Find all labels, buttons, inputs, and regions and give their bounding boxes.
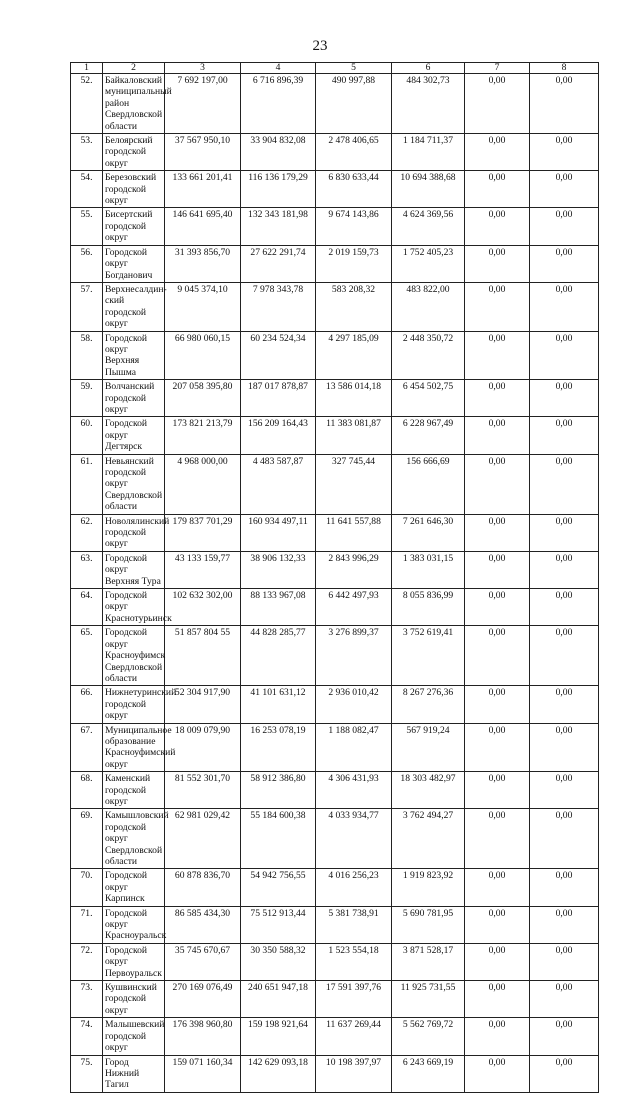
table-row [71, 626, 599, 686]
value-col-4: 7 978 343,78 [241, 282, 316, 331]
value-col-3: 37 567 950,10 [165, 134, 241, 171]
table-row [71, 417, 599, 454]
municipality-name: Белоярский городской округ [103, 134, 165, 171]
row-number: 66. [71, 686, 103, 723]
value-col-7: 0,00 [465, 282, 530, 331]
value-col-6: 6 454 502,75 [392, 380, 465, 417]
row-number: 74. [71, 1018, 103, 1055]
column-header: 3 [165, 63, 241, 74]
table-row [71, 134, 599, 171]
municipality-name: Камышловский городской округ Свердловской области [103, 809, 165, 869]
value-col-6: 483 822,00 [392, 282, 465, 331]
table-header-row [71, 63, 599, 74]
value-col-5: 10 198 397,97 [316, 1055, 392, 1092]
value-col-5: 4 016 256,23 [316, 869, 392, 906]
value-col-3: 86 585 434,30 [165, 906, 241, 943]
value-col-5: 583 208,32 [316, 282, 392, 331]
value-col-7: 0,00 [465, 514, 530, 551]
value-col-3: 81 552 301,70 [165, 772, 241, 809]
value-col-6: 1 383 031,15 [392, 551, 465, 588]
row-number: 73. [71, 981, 103, 1018]
value-col-7: 0,00 [465, 626, 530, 686]
value-col-7: 0,00 [465, 869, 530, 906]
municipality-name: Нижнетуринский городской округ [103, 686, 165, 723]
value-col-5: 4 033 934,77 [316, 809, 392, 869]
table-row [71, 943, 599, 980]
table-row [71, 331, 599, 380]
value-col-5: 6 442 497,93 [316, 589, 392, 626]
row-number: 69. [71, 809, 103, 869]
row-number: 62. [71, 514, 103, 551]
municipality-name: Городской округ Верхняя Пышма [103, 331, 165, 380]
municipality-name: Малышевский городской округ [103, 1018, 165, 1055]
value-col-5: 3 276 899,37 [316, 626, 392, 686]
value-col-6: 8 055 836,99 [392, 589, 465, 626]
value-col-4: 55 184 600,38 [241, 809, 316, 869]
value-col-3: 43 133 159,77 [165, 551, 241, 588]
value-col-4: 75 512 913,44 [241, 906, 316, 943]
value-col-8: 0,00 [530, 869, 599, 906]
value-col-7: 0,00 [465, 981, 530, 1018]
municipality-name: Новолялинский городской округ [103, 514, 165, 551]
value-col-8: 0,00 [530, 331, 599, 380]
value-col-3: 31 393 856,70 [165, 245, 241, 282]
value-col-5: 2 936 010,42 [316, 686, 392, 723]
value-col-3: 207 058 395,80 [165, 380, 241, 417]
row-number: 65. [71, 626, 103, 686]
value-col-8: 0,00 [530, 171, 599, 208]
value-col-7: 0,00 [465, 74, 530, 134]
value-col-8: 0,00 [530, 772, 599, 809]
municipality-name: Бисертский городской округ [103, 208, 165, 245]
value-col-8: 0,00 [530, 686, 599, 723]
value-col-8: 0,00 [530, 589, 599, 626]
value-col-6: 6 228 967,49 [392, 417, 465, 454]
value-col-4: 88 133 967,08 [241, 589, 316, 626]
row-number: 72. [71, 943, 103, 980]
municipality-name: Каменский городской округ [103, 772, 165, 809]
value-col-8: 0,00 [530, 551, 599, 588]
value-col-3: 176 398 960,80 [165, 1018, 241, 1055]
table-row [71, 981, 599, 1018]
municipality-name: Березовский городской округ [103, 171, 165, 208]
column-header: 8 [530, 63, 599, 74]
value-col-8: 0,00 [530, 981, 599, 1018]
table-row [71, 589, 599, 626]
municipality-name: Городской округ Верхняя Тура [103, 551, 165, 588]
value-col-5: 2 019 159,73 [316, 245, 392, 282]
row-number: 52. [71, 74, 103, 134]
value-col-4: 30 350 588,32 [241, 943, 316, 980]
value-col-3: 270 169 076,49 [165, 981, 241, 1018]
row-number: 59. [71, 380, 103, 417]
value-col-4: 44 828 285,77 [241, 626, 316, 686]
table-row [71, 380, 599, 417]
municipality-name: Верхнесалдин-ский городской округ [103, 282, 165, 331]
value-col-7: 0,00 [465, 1055, 530, 1092]
column-header: 1 [71, 63, 103, 74]
value-col-8: 0,00 [530, 943, 599, 980]
table-row [71, 1018, 599, 1055]
value-col-6: 156 666,69 [392, 454, 465, 514]
table-row [71, 171, 599, 208]
value-col-6: 10 694 388,68 [392, 171, 465, 208]
value-col-5: 9 674 143,86 [316, 208, 392, 245]
municipality-name: Городской округ Красноуральск [103, 906, 165, 943]
value-col-3: 60 878 836,70 [165, 869, 241, 906]
value-col-3: 102 632 302,00 [165, 589, 241, 626]
value-col-6: 1 184 711,37 [392, 134, 465, 171]
value-col-6: 1 919 823,92 [392, 869, 465, 906]
value-col-4: 240 651 947,18 [241, 981, 316, 1018]
value-col-3: 146 641 695,40 [165, 208, 241, 245]
value-col-4: 4 483 587,87 [241, 454, 316, 514]
value-col-3: 4 968 000,00 [165, 454, 241, 514]
value-col-8: 0,00 [530, 282, 599, 331]
value-col-7: 0,00 [465, 906, 530, 943]
row-number: 54. [71, 171, 103, 208]
value-col-8: 0,00 [530, 723, 599, 772]
value-col-5: 13 586 014,18 [316, 380, 392, 417]
row-number: 64. [71, 589, 103, 626]
value-col-8: 0,00 [530, 134, 599, 171]
municipality-name: Городской округ Дегтярск [103, 417, 165, 454]
value-col-4: 41 101 631,12 [241, 686, 316, 723]
value-col-7: 0,00 [465, 772, 530, 809]
value-col-4: 58 912 386,80 [241, 772, 316, 809]
row-number: 75. [71, 1055, 103, 1092]
value-col-5: 5 381 738,91 [316, 906, 392, 943]
value-col-8: 0,00 [530, 514, 599, 551]
table-row [71, 74, 599, 134]
municipality-name: Городской округ Первоуральск [103, 943, 165, 980]
value-col-8: 0,00 [530, 1055, 599, 1092]
row-number: 53. [71, 134, 103, 171]
table-row [71, 454, 599, 514]
table-row [71, 1055, 599, 1092]
value-col-7: 0,00 [465, 686, 530, 723]
value-col-5: 1 188 082,47 [316, 723, 392, 772]
column-header: 4 [241, 63, 316, 74]
value-col-8: 0,00 [530, 809, 599, 869]
value-col-7: 0,00 [465, 331, 530, 380]
value-col-3: 179 837 701,29 [165, 514, 241, 551]
value-col-5: 327 745,44 [316, 454, 392, 514]
value-col-7: 0,00 [465, 454, 530, 514]
municipality-name: Муниципальное образование Красноуфимский округ [103, 723, 165, 772]
value-col-6: 5 690 781,95 [392, 906, 465, 943]
row-number: 60. [71, 417, 103, 454]
value-col-3: 35 745 670,67 [165, 943, 241, 980]
value-col-4: 60 234 524,34 [241, 331, 316, 380]
value-col-6: 3 752 619,41 [392, 626, 465, 686]
municipality-name: Городской округ Красноуфимск Свердловской области [103, 626, 165, 686]
value-col-7: 0,00 [465, 417, 530, 454]
municipality-name: Волчанский городской округ [103, 380, 165, 417]
municipality-name: Городской округ Карпинск [103, 869, 165, 906]
value-col-7: 0,00 [465, 1018, 530, 1055]
value-col-6: 8 267 276,36 [392, 686, 465, 723]
value-col-3: 66 980 060,15 [165, 331, 241, 380]
value-col-3: 9 045 374,10 [165, 282, 241, 331]
municipality-name: Город Нижний Тагил [103, 1055, 165, 1092]
value-col-4: 27 622 291,74 [241, 245, 316, 282]
value-col-8: 0,00 [530, 208, 599, 245]
value-col-6: 5 562 769,72 [392, 1018, 465, 1055]
value-col-4: 16 253 078,19 [241, 723, 316, 772]
row-number: 70. [71, 869, 103, 906]
value-col-7: 0,00 [465, 943, 530, 980]
value-col-5: 1 523 554,18 [316, 943, 392, 980]
table-body [71, 74, 599, 1093]
row-number: 68. [71, 772, 103, 809]
row-number: 58. [71, 331, 103, 380]
value-col-5: 11 383 081,87 [316, 417, 392, 454]
value-col-8: 0,00 [530, 417, 599, 454]
value-col-5: 4 306 431,93 [316, 772, 392, 809]
value-col-4: 116 136 179,29 [241, 171, 316, 208]
value-col-3: 52 304 917,90 [165, 686, 241, 723]
page-number: 23 [312, 38, 328, 54]
value-col-6: 3 762 494,27 [392, 809, 465, 869]
row-number: 57. [71, 282, 103, 331]
value-col-6: 6 243 669,19 [392, 1055, 465, 1092]
value-col-7: 0,00 [465, 171, 530, 208]
budget-table [70, 62, 599, 1093]
value-col-8: 0,00 [530, 1018, 599, 1055]
value-col-5: 11 641 557,88 [316, 514, 392, 551]
value-col-3: 159 071 160,34 [165, 1055, 241, 1092]
table-row [71, 514, 599, 551]
municipality-name: Невьянский городской округ Свердловской области [103, 454, 165, 514]
value-col-5: 17 591 397,76 [316, 981, 392, 1018]
column-header: 5 [316, 63, 392, 74]
value-col-4: 6 716 896,39 [241, 74, 316, 134]
table-row [71, 723, 599, 772]
table-row [71, 809, 599, 869]
value-col-8: 0,00 [530, 74, 599, 134]
value-col-4: 33 904 832,08 [241, 134, 316, 171]
municipality-name: Байкаловский муниципальный район Свердловской области [103, 74, 165, 134]
value-col-3: 51 857 804 55 [165, 626, 241, 686]
value-col-6: 3 871 528,17 [392, 943, 465, 980]
column-header: 6 [392, 63, 465, 74]
value-col-7: 0,00 [465, 245, 530, 282]
value-col-5: 4 297 185,09 [316, 331, 392, 380]
value-col-3: 7 692 197,00 [165, 74, 241, 134]
value-col-7: 0,00 [465, 589, 530, 626]
value-col-4: 54 942 756,55 [241, 869, 316, 906]
table-row [71, 686, 599, 723]
value-col-7: 0,00 [465, 208, 530, 245]
table-row [71, 245, 599, 282]
value-col-7: 0,00 [465, 551, 530, 588]
value-col-8: 0,00 [530, 454, 599, 514]
value-col-6: 7 261 646,30 [392, 514, 465, 551]
value-col-8: 0,00 [530, 626, 599, 686]
value-col-4: 159 198 921,64 [241, 1018, 316, 1055]
value-col-8: 0,00 [530, 906, 599, 943]
value-col-6: 567 919,24 [392, 723, 465, 772]
row-number: 63. [71, 551, 103, 588]
value-col-8: 0,00 [530, 245, 599, 282]
value-col-3: 173 821 213,79 [165, 417, 241, 454]
table-row [71, 282, 599, 331]
column-header: 7 [465, 63, 530, 74]
table-row [71, 906, 599, 943]
municipality-name: Кушвинский городской округ [103, 981, 165, 1018]
row-number: 71. [71, 906, 103, 943]
value-col-5: 2 478 406,65 [316, 134, 392, 171]
municipality-name: Городской округ Краснотурьинск [103, 589, 165, 626]
row-number: 61. [71, 454, 103, 514]
value-col-4: 156 209 164,43 [241, 417, 316, 454]
row-number: 56. [71, 245, 103, 282]
value-col-7: 0,00 [465, 723, 530, 772]
value-col-8: 0,00 [530, 380, 599, 417]
row-number: 67. [71, 723, 103, 772]
value-col-5: 490 997,88 [316, 74, 392, 134]
value-col-6: 18 303 482,97 [392, 772, 465, 809]
value-col-4: 38 906 132,33 [241, 551, 316, 588]
column-header: 2 [103, 63, 165, 74]
value-col-6: 4 624 369,56 [392, 208, 465, 245]
value-col-5: 11 637 269,44 [316, 1018, 392, 1055]
value-col-4: 142 629 093,18 [241, 1055, 316, 1092]
table-row [71, 208, 599, 245]
value-col-4: 160 934 497,11 [241, 514, 316, 551]
row-number: 55. [71, 208, 103, 245]
value-col-6: 11 925 731,55 [392, 981, 465, 1018]
value-col-6: 2 448 350,72 [392, 331, 465, 380]
table-row [71, 869, 599, 906]
municipality-name: Городской округ Богданович [103, 245, 165, 282]
value-col-7: 0,00 [465, 380, 530, 417]
value-col-6: 484 302,73 [392, 74, 465, 134]
value-col-4: 132 343 181,98 [241, 208, 316, 245]
value-col-3: 18 009 079,90 [165, 723, 241, 772]
value-col-5: 6 830 633,44 [316, 171, 392, 208]
value-col-7: 0,00 [465, 134, 530, 171]
value-col-4: 187 017 878,87 [241, 380, 316, 417]
table-row [71, 772, 599, 809]
value-col-3: 133 661 201,41 [165, 171, 241, 208]
value-col-6: 1 752 405,23 [392, 245, 465, 282]
value-col-5: 2 843 996,29 [316, 551, 392, 588]
table-row [71, 551, 599, 588]
value-col-7: 0,00 [465, 809, 530, 869]
value-col-3: 62 981 029,42 [165, 809, 241, 869]
